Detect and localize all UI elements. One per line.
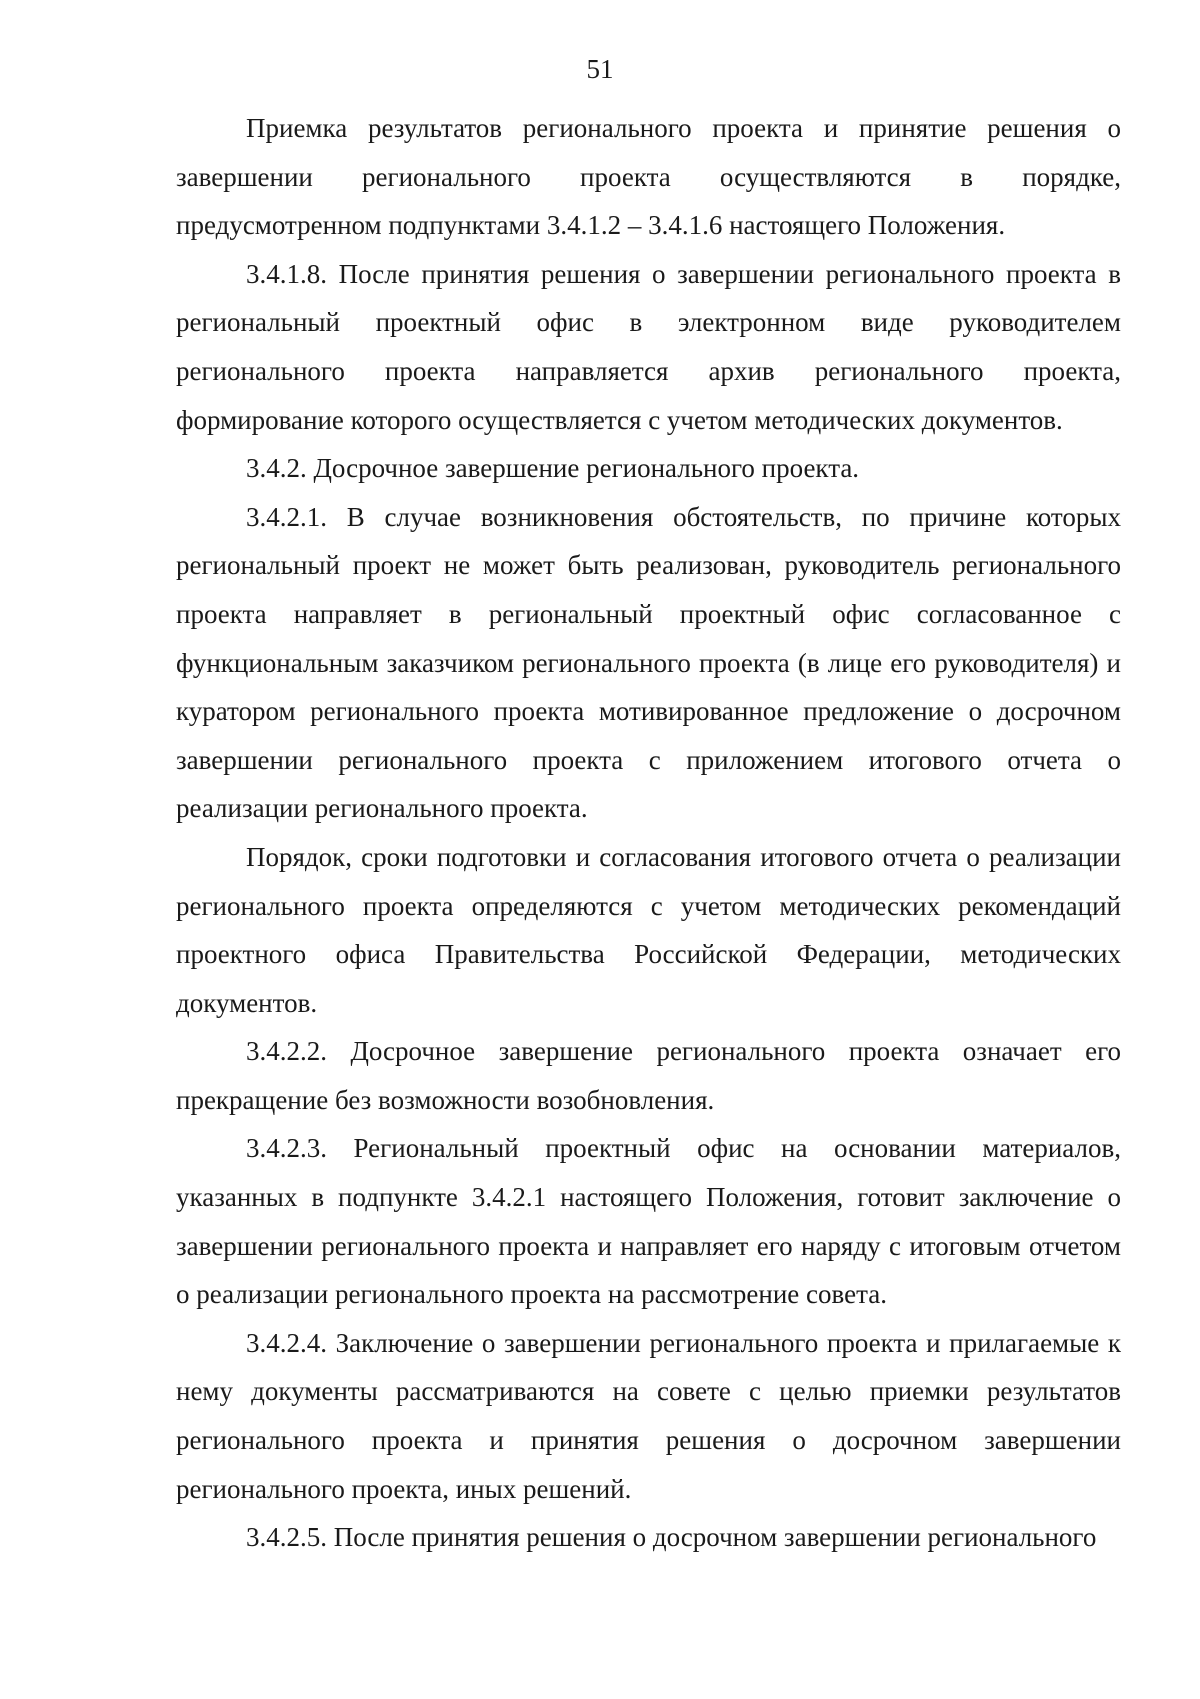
page-number: 51: [586, 54, 614, 84]
paragraph-3-4-2-2: 3.4.2.2. Досрочное завершение регионального проекта означает его прекращение без возможности возобновления.: [176, 1036, 1121, 1115]
paragraph-3-4-1-8: 3.4.1.8. После принятия решения о завершении регионального проекта в региональный проектный офис в электронном виде руководителем регионального проекта направляется архив регионального проекта, формирование которого осуществляется с учетом методических документов.: [176, 258, 1121, 435]
paragraph-3-4-2-1: 3.4.2.1. В случае возникновения обстоятельств, по причине которых региональный проект не может быть реализован, руководитель регионального проекта направляет в региональный проектный офис согласованное с функциональным заказчиком регионального проекта (в лице его руководителя) и куратором регионального проекта мотивированное предложение о досрочном завершении регионального проекта с приложением итогового отчета о реализации регионального проекта.: [176, 501, 1121, 824]
paragraph-acceptance: Приемка результатов регионального проекта и принятие решения о завершении регионального проекта осуществляются в порядке, предусмотренном подпунктами 3.4.1.2 – 3.4.1.6 настоящего Положения.: [176, 113, 1121, 241]
heading-3-4-2: 3.4.2. Досрочное завершение регионального проекта.: [246, 453, 860, 484]
paragraph-3-4-2-4: 3.4.2.4. Заключение о завершении регионального проекта и прилагаемые к нему документы рассматриваются на совете с целью приемки результатов регионального проекта и принятия решения о досрочном завершении регионального проекта, иных решений.: [176, 1327, 1121, 1504]
paragraph-report-procedure: Порядок, сроки подготовки и согласования итогового отчета о реализации регионального проекта определяются с учетом методических рекомендаций проектного офиса Правительства Российской Федерации, методических документов.: [176, 841, 1121, 1018]
paragraph-3-4-2-3: 3.4.2.3. Региональный проектный офис на основании материалов, указанных в подпункте 3.4.2.1 настоящего Положения, готовит заключение о завершении регионального проекта и направляет его наряду с итоговым отчетом о реализации регионального проекта на рассмотрение совета.: [176, 1133, 1121, 1310]
paragraph-3-4-2-5: 3.4.2.5. После принятия решения о досрочном завершении регионального: [246, 1522, 1097, 1553]
document-body: [176, 104, 1121, 1562]
